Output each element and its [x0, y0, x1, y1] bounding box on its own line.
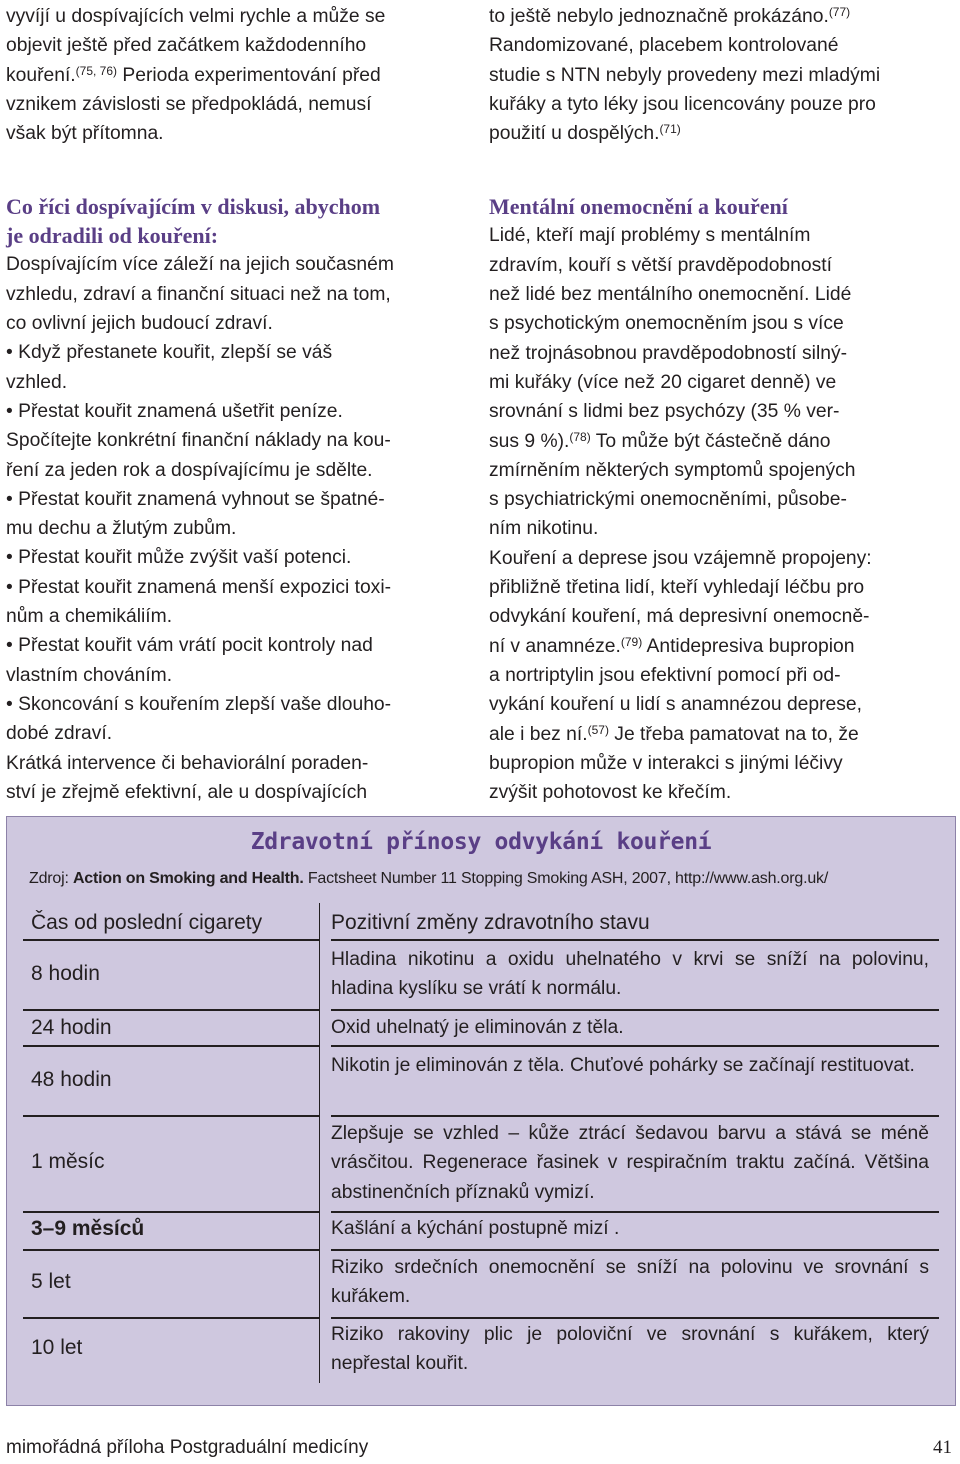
text-fragment: sus 9 %). — [489, 430, 570, 452]
column-header-time: Čas od poslední cigarety — [31, 911, 263, 934]
source-prefix: Zdroj: — [29, 870, 73, 887]
text-line: vzhledu, zdraví a finanční situaci než na tom, — [6, 283, 391, 305]
table-cell-time: 1 měsíc — [31, 1150, 105, 1173]
table-cell-time: 5 let — [31, 1270, 71, 1293]
text-line: vykání kouření u lidí s anamnézou deprese, — [489, 694, 862, 716]
header-rule — [23, 939, 319, 941]
text-fragment: použití u dospělých. — [489, 123, 660, 145]
bullet-item: • Skoncování s kouřením zlepší vaše dlouho- — [6, 693, 392, 715]
citation-ref: (57) — [587, 722, 609, 737]
text-fragment: Perioda experimentování před — [117, 64, 381, 86]
text-line: mi kuřáky (více než 20 cigaret denně) ve — [489, 371, 837, 393]
text-line: ním nikotinu. — [489, 518, 599, 540]
row-rule — [23, 1317, 319, 1319]
text-line: zmírněním některých symptomů spojených — [489, 459, 856, 481]
row-rule — [331, 1009, 939, 1011]
column-divider — [319, 903, 320, 1383]
left-column — [6, 2, 469, 807]
section-heading: je odradili od kouření: — [6, 223, 219, 249]
citation-ref: (77) — [828, 5, 851, 19]
text-line — [6, 61, 469, 90]
row-rule — [23, 1249, 319, 1251]
bullet-item: • Přestat kouřit znamená menší expozici toxi- — [6, 576, 392, 598]
table-cell-effect: Oxid uhelnatý je eliminován z těla. — [331, 1017, 624, 1038]
row-rule — [331, 1045, 939, 1047]
bullet-item: • Přestat kouřit znamená ušetřit peníze. — [6, 400, 343, 422]
text-line: vyvíjí u dospívajících velmi rychle a může se — [6, 6, 386, 27]
text-line: dobé zdraví. — [6, 723, 113, 745]
section-heading: Mentální onemocnění a kouření — [489, 194, 788, 220]
table-cell-time: 48 hodin — [31, 1068, 112, 1091]
table-cell-effect: Zlepšuje se vzhled – kůže ztrácí šedavou barvu a stává se méně vrásčitou. Regenerace řasinek v respiračním traktu začíná. Většina abstinenčních příznaků vymizí. — [331, 1123, 929, 1203]
text-line: mu dechu a žlutým zubům. — [6, 518, 237, 540]
text-line: s psychotickým onemocněním jsou s více — [489, 313, 844, 335]
table-cell-effect: Nikotin je eliminován z těla. Chuťové pohárky se začínají restituovat. — [331, 1055, 915, 1076]
text-line: bupropion může v interakci s jinými léčivy — [489, 752, 843, 774]
text-line: co ovlivní jejich budoucí zdraví. — [6, 313, 273, 335]
row-rule — [331, 1115, 939, 1117]
text-fragment: kouření. — [6, 64, 76, 86]
row-rule — [331, 1211, 939, 1213]
text-line: než trojnásobnou pravděpodobností silný- — [489, 342, 848, 364]
text-line: vzhled. — [6, 371, 68, 393]
row-rule — [331, 1249, 939, 1251]
text-fragment: ale i bez ní. — [489, 723, 588, 745]
source-citation — [29, 870, 828, 888]
table-cell-time: 24 hodin — [31, 1016, 112, 1039]
text-line: vznikem závislosti se předpokládá, nemusí — [6, 93, 372, 115]
text-line: zdravím, kouří s větší pravděpodobností — [489, 254, 832, 276]
text-line — [489, 119, 952, 148]
text-line: Lidé, kteří mají problémy s mentálním — [489, 225, 811, 247]
text-line — [489, 720, 952, 749]
box-title: Zdravotní přínosy odvykání kouření — [250, 829, 712, 855]
bullet-item: • Přestat kouřit vám vrátí pocit kontroly nad — [6, 635, 373, 657]
table-cell-effect: Hladina nikotinu a oxidu uhelnatého v krvi se sníží na polovinu, hladina kyslíku se vrátí k normálu. — [331, 949, 929, 1000]
right-column — [489, 2, 952, 807]
row-rule — [23, 1211, 319, 1213]
citation-ref: (78) — [569, 429, 591, 444]
text-line: kuřáky a tyto léky jsou licencovány pouze pro — [489, 93, 876, 115]
text-line: Randomizované, placebem kontrolované — [489, 35, 839, 57]
column-header-effect: Pozitivní změny zdravotního stavu — [331, 911, 650, 934]
bullet-item: • Když přestanete kouřit, zlepší se váš — [6, 342, 333, 364]
text-fragment: to ještě nebylo jednoznačně prokázáno. — [489, 6, 829, 27]
bullet-item: • Přestat kouřit může zvýšit vaší potenci. — [6, 547, 352, 569]
text-line: objevit ještě před začátkem každodenního — [6, 35, 367, 57]
text-line: s psychiatrickými onemocněními, působe- — [489, 489, 847, 511]
text-fragment: Je třeba pamatovat na to, že — [608, 723, 859, 745]
text-line: než lidé bez mentálního onemocnění. Lidé — [489, 284, 852, 306]
table-cell-time: 8 hodin — [31, 962, 100, 985]
text-line: Kouření a deprese jsou vzájemně propojeny: — [489, 547, 872, 569]
text-line: Dospívajícím více záleží na jejich současném — [6, 254, 394, 276]
text-fragment: To může být částečně dáno — [590, 430, 831, 452]
text-fragment: Antidepresiva bupropion — [642, 635, 855, 657]
text-line: a nortriptylin jsou efektivní pomocí při od- — [489, 664, 841, 686]
text-line: přibližně třetina lidí, kteří vyhledají léčbu pro — [489, 577, 865, 599]
table-cell-time: 10 let — [31, 1336, 83, 1359]
source-detail: Factsheet Number 11 Stopping Smoking ASH, 2007, http://www.ash.org.uk/ — [303, 870, 829, 887]
text-line — [489, 2, 952, 31]
row-rule — [331, 1317, 939, 1319]
citation-ref: (71) — [659, 122, 681, 137]
text-line: zvýšit pohotovost ke křečím. — [489, 782, 732, 804]
text-line: Spočítejte konkrétní finanční náklady na kou- — [6, 430, 391, 452]
source-org: Action on Smoking and Health. — [72, 870, 304, 887]
citation-ref: (75, 76) — [75, 63, 118, 78]
text-line: vlastním chováním. — [6, 664, 173, 686]
text-fragment: ní v anamnéze. — [489, 635, 621, 657]
table-cell-effect: Kašlání a kýchání postupně mizí . — [331, 1218, 620, 1239]
benefits-box — [6, 816, 956, 1406]
text-line: ství je zřejmě efektivní, ale u dospívajících — [6, 781, 368, 803]
page-number: 41 — [933, 1437, 952, 1458]
table-cell-time: 3–9 měsíců — [31, 1217, 145, 1240]
text-line: nům a chemikáliím. — [6, 606, 173, 628]
row-rule — [23, 1045, 319, 1047]
table-cell-effect: Riziko srdečních onemocnění se sníží na polovinu ve srovnání s kuřákem. — [331, 1257, 929, 1308]
row-rule — [23, 1115, 319, 1117]
text-line: Krátká intervence či behaviorální poraden- — [6, 752, 369, 774]
header-rule — [331, 939, 939, 941]
text-line: ření za jeden rok a dospívajícímu je sdělte. — [6, 459, 373, 481]
text-line: studie s NTN nebyly provedeny mezi mladými — [489, 64, 881, 86]
text-line: odvykání kouření, má depresivní onemocně- — [489, 606, 870, 628]
text-line — [489, 632, 952, 661]
journal-name: mimořádná příloha Postgraduální medicíny — [6, 1437, 369, 1458]
row-rule — [23, 1009, 319, 1011]
text-line — [489, 427, 952, 456]
text-line: srovnání s lidmi bez psychózy (35 % ver- — [489, 401, 840, 423]
section-heading: Co říci dospívajícím v diskusi, abychom — [6, 194, 381, 220]
citation-ref: (79) — [620, 634, 643, 649]
bullet-item: • Přestat kouřit znamená vyhnout se špatné- — [6, 488, 385, 510]
table-cell-effect: Riziko rakoviny plic je poloviční ve srovnání s kuřákem, který nepřestal kouřit. — [331, 1324, 929, 1375]
text-line: však být přítomna. — [6, 123, 164, 145]
